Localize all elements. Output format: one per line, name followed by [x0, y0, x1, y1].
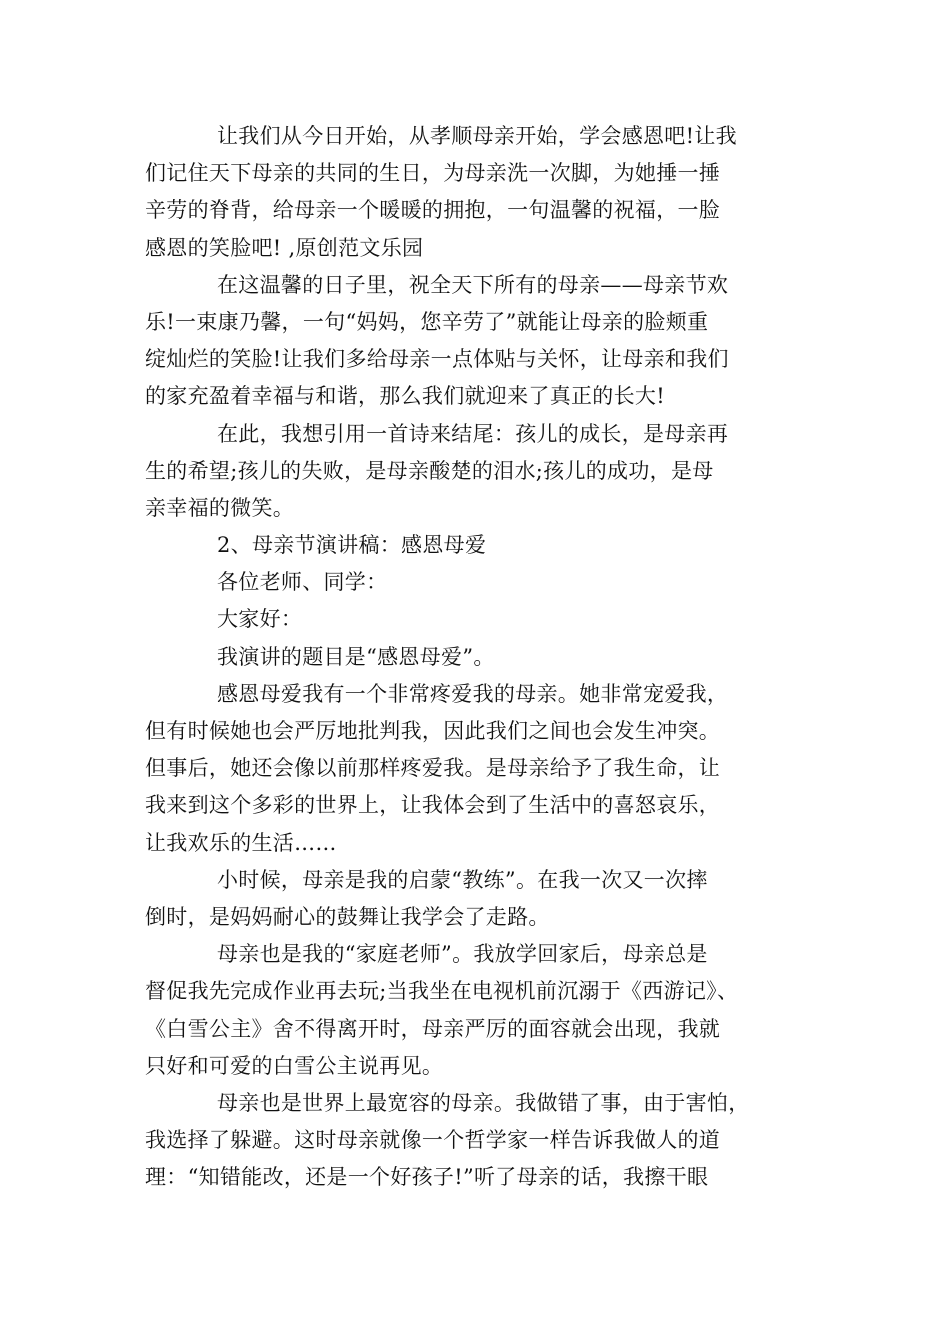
- text-line: 让我们从今日开始，从孝顺母亲开始，学会感恩吧!让我: [217, 124, 737, 148]
- text-line: 感恩母爱我有一个非常疼爱我的母亲。她非常宠爱我，: [217, 681, 729, 706]
- text-line: 生的希望;孩儿的失败，是母亲酸楚的泪水;孩儿的成功，是母: [145, 458, 714, 483]
- text-line: 辛劳的脊背，给母亲一个暖暖的拥抱，一句温馨的祝福，一脸: [145, 198, 721, 223]
- text-line: 督促我先完成作业再去玩;当我坐在电视机前沉溺于《西游记》、: [145, 979, 739, 1004]
- text-line: 但事后，她还会像以前那样疼爱我。是母亲给予了我生命，让: [145, 756, 721, 781]
- text-line: 绽灿烂的笑脸!让我们多给母亲一点体贴与关怀，让母亲和我们: [145, 347, 729, 372]
- text-line: 倒时，是妈妈耐心的鼓舞让我学会了走路。: [145, 904, 550, 929]
- text-line: 《白雪公主》舍不得离开时，母亲严厉的面容就会出现，我就: [145, 1016, 721, 1041]
- text-line: 各位老师、同学：: [217, 570, 388, 595]
- text-line: 我演讲的题目是“感恩母爱”。: [217, 644, 495, 669]
- text-line: 2、母亲节演讲稿：感恩母爱: [217, 533, 487, 558]
- text-line: 我来到这个多彩的世界上，让我体会到了生活中的喜怒哀乐，: [145, 793, 721, 818]
- text-line: 们记住天下母亲的共同的生日，为母亲洗一次脚，为她捶一捶: [145, 161, 721, 186]
- document-body: [145, 118, 805, 1196]
- text-line: 的家充盈着幸福与和谐，那么我们就迎来了真正的长大!: [145, 384, 665, 409]
- text-line: 母亲也是我的“家庭老师”。我放学回家后，母亲总是: [217, 942, 708, 967]
- text-line: 在此，我想引用一首诗来结尾：孩儿的成长，是母亲再: [217, 421, 729, 446]
- text-line: 但有时候她也会严厉地批判我，因此我们之间也会发生冲突。: [145, 719, 721, 743]
- text-line: 我选择了躲避。这时母亲就像一个哲学家一样告诉我做人的道: [145, 1128, 721, 1153]
- text-line: 乐!一束康乃馨，一句“妈妈，您辛劳了”就能让母亲的脸颊重: [145, 309, 709, 334]
- text-line: 小时候，母亲是我的启蒙“教练”。在我一次又一次摔: [217, 867, 708, 892]
- text-line: 在这温馨的日子里，祝全天下所有的母亲——母亲节欢: [217, 272, 729, 297]
- text-line: 理：“知错能改，还是一个好孩子!”听了母亲的话，我擦干眼: [145, 1165, 709, 1190]
- text-line: 母亲也是世界上最宽容的母亲。我做错了事，由于害怕，: [217, 1090, 750, 1115]
- text-line: 只好和可爱的白雪公主说再见。: [145, 1053, 444, 1078]
- text-line: 大家好：: [217, 607, 303, 632]
- text-line: 让我欢乐的生活……: [145, 830, 337, 855]
- text-line: 亲幸福的微笑。: [145, 495, 295, 520]
- text-line: 感恩的笑脸吧! ,原创范文乐园: [145, 235, 424, 260]
